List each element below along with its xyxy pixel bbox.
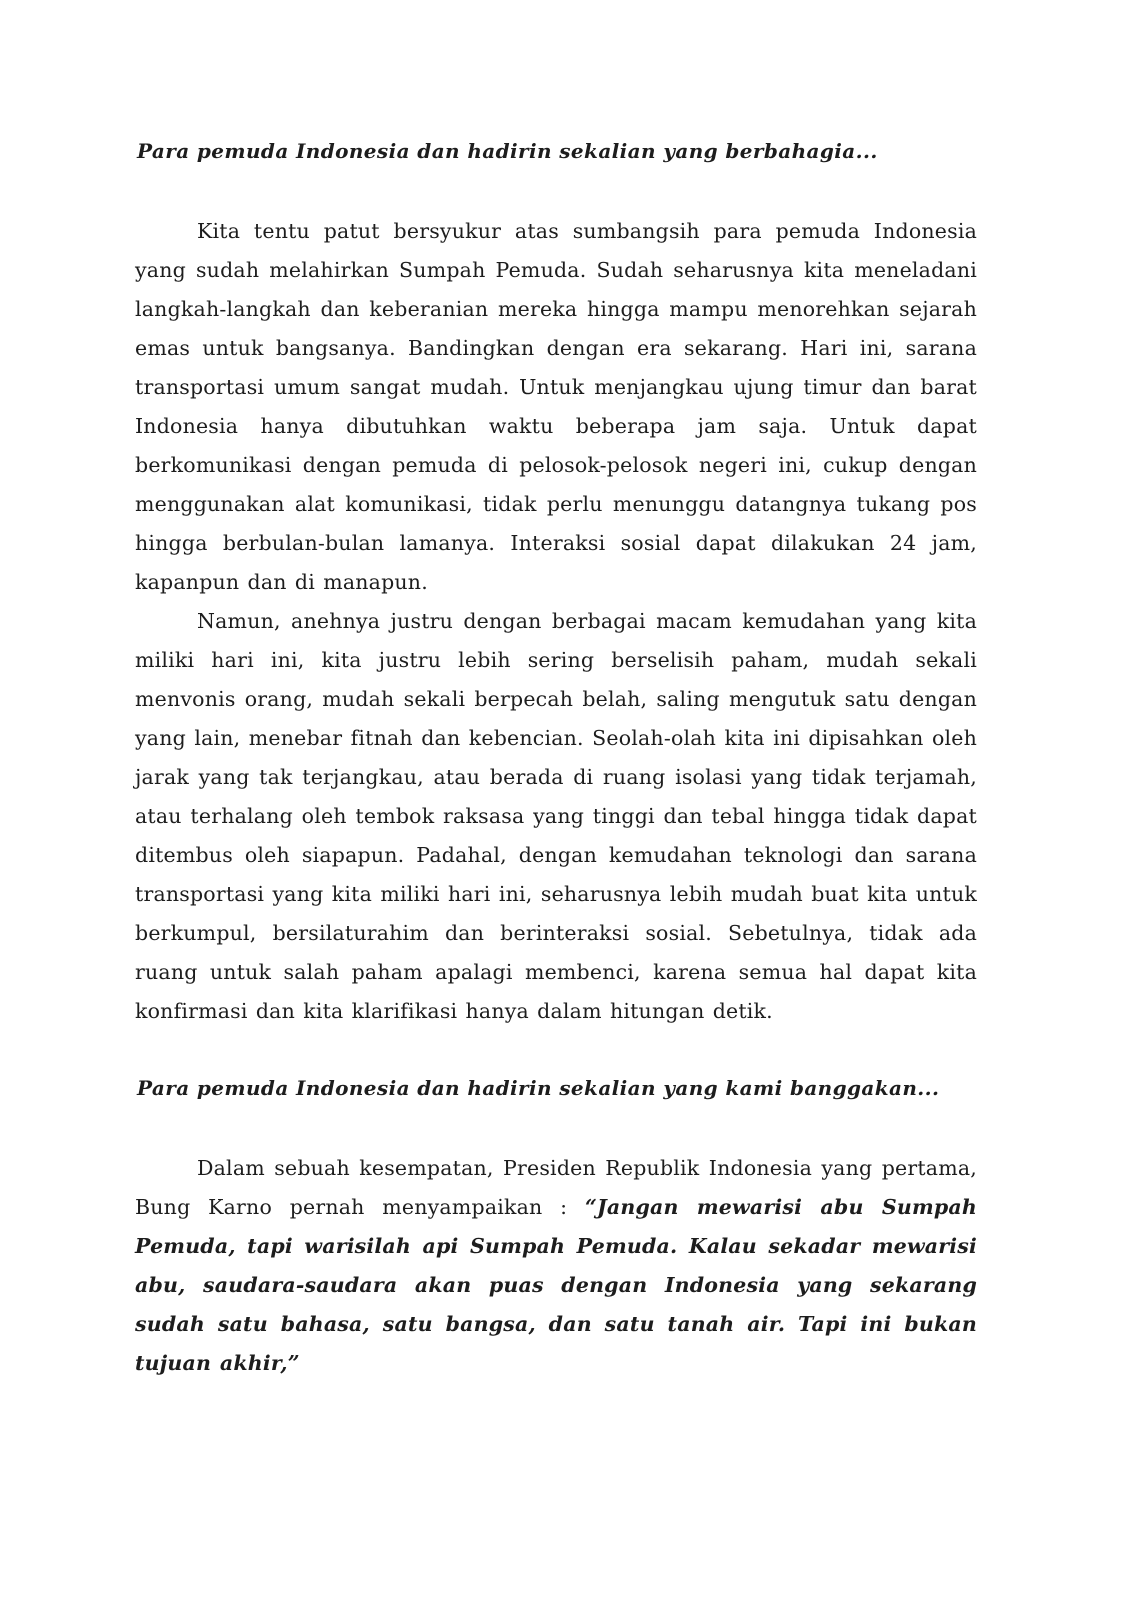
paragraph-bung-karno bbox=[135, 1149, 977, 1383]
paragraph-bung-karno-lead: Dalam sebuah kesempatan, Presiden Republik Indonesia yang pertama, Bung Karno pernah menyampaikan : bbox=[135, 1156, 977, 1219]
paragraph-sumbangsih: Kita tentu patut bersyukur atas sumbangsih para pemuda Indonesia yang sudah melahirkan Sumpah Pemuda. Sudah seharusnya kita meneladani langkah-langkah dan keberanian mereka hingga mampu menorehkan sejarah emas untuk bangsanya. Bandingkan dengan era sekarang. Hari ini, sarana transportasi umum sangat mudah. Untuk menjangkau ujung timur dan barat Indonesia hanya dibutuhkan waktu beberapa jam saja. Untuk dapat berkomunikasi dengan pemuda di pelosok-pelosok negeri ini, cukup dengan menggunakan alat komunikasi, tidak perlu menunggu datangnya tukang pos hingga berbulan-bulan lamanya. Interaksi sosial dapat dilakukan 24 jam, kapanpun dan di manapun. bbox=[135, 219, 977, 594]
section-heading-banggakan: Para pemuda Indonesia dan hadirin sekalian yang kami banggakan... bbox=[137, 1076, 940, 1100]
section-heading-berbahagia: Para pemuda Indonesia dan hadirin sekalian yang berbahagia... bbox=[137, 139, 878, 163]
paragraph-namun-anehnya: Namun, anehnya justru dengan berbagai macam kemudahan yang kita miliki hari ini, kita justru lebih sering berselisih paham, mudah sekali menvonis orang, mudah sekali berpecah belah, saling mengutuk satu dengan yang lain, menebar fitnah dan kebencian. Seolah-olah kita ini dipisahkan oleh jarak yang tak terjangkau, atau berada di ruang isolasi yang tidak terjamah, atau terhalang oleh tembok raksasa yang tinggi dan tebal hingga tidak dapat ditembus oleh siapapun. Padahal, dengan kemudahan teknologi dan sarana transportasi yang kita miliki hari ini, seharusnya lebih mudah buat kita untuk berkumpul, bersilaturahim dan berinteraksi sosial. Sebetulnya, tidak ada ruang untuk salah paham apalagi membenci, karena semua hal dapat kita konfirmasi dan kita klarifikasi hanya dalam hitungan detik. bbox=[135, 609, 977, 1023]
bung-karno-quote: “Jangan mewarisi abu Sumpah Pemuda, tapi warisilah api Sumpah Pemuda. Kalau sekadar mewarisi abu, saudara-saudara akan puas dengan Indonesia yang sekarang sudah satu bahasa, satu bangsa, dan satu tanah air. Tapi ini bukan tujuan akhir,” bbox=[135, 1195, 977, 1375]
